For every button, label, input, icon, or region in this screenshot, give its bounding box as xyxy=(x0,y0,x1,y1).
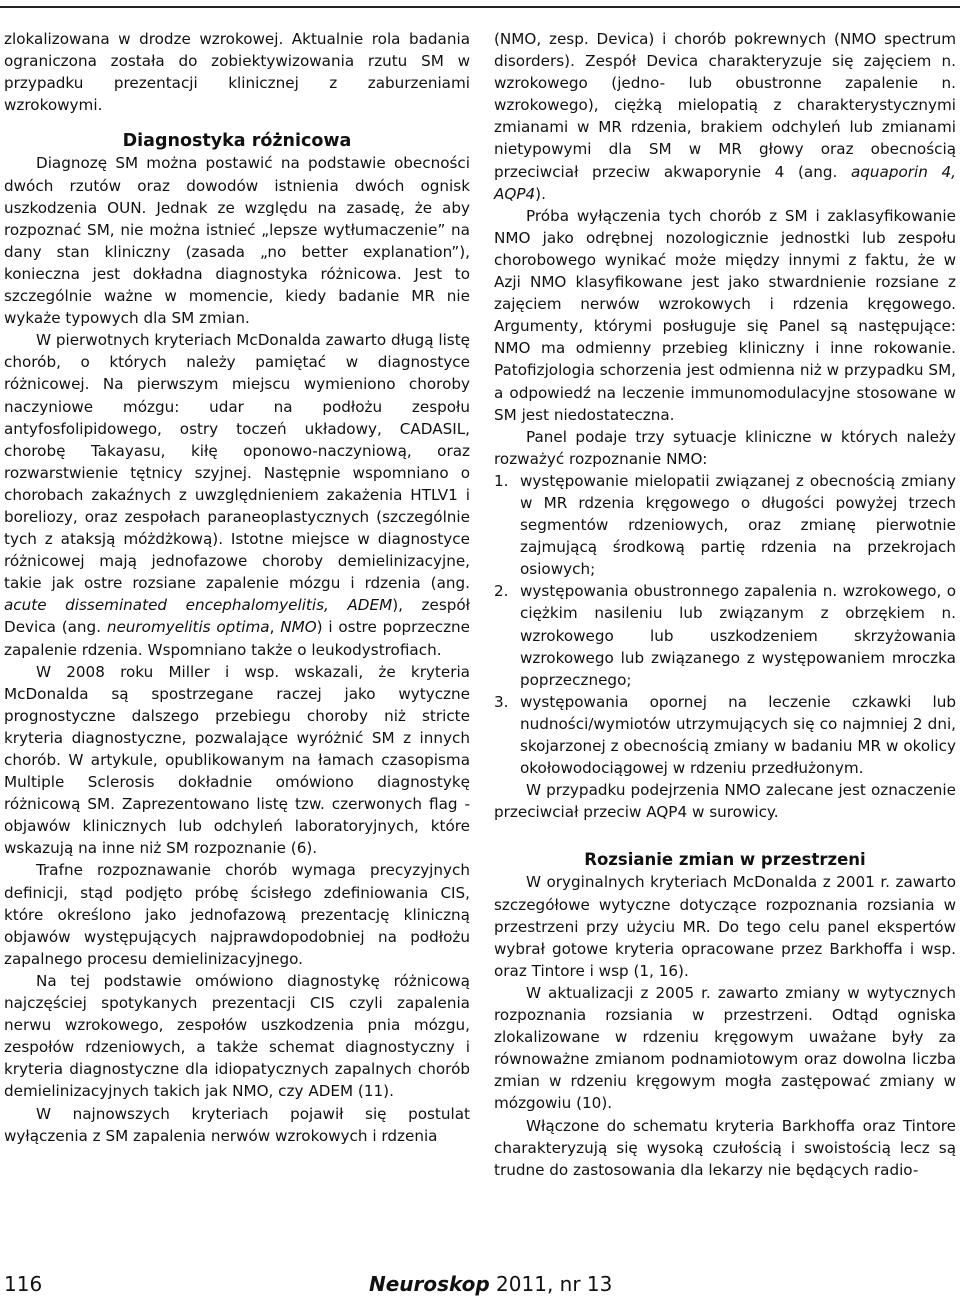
page-number: 116 xyxy=(4,1272,43,1296)
paragraph: W pierwotnych kryteriach McDonalda zawarto długą listę chorób, o których należy pamiętać w diagnostyce różnicowej. Na pierwszym miejscu wymieniono choroby naczyniowe mózgu: udar na podłożu zespołu antyfosfolipidowego, ostry toczeń układowy, CADASIL, chorobę Takayasu, kiłę oponowo-naczyniową, oraz rozwarstwienie tętnicy szyjnej. Następnie wspomniano o chorobach zakaźnych z uwzględnieniem zakażenia HTLV1 i boreliozy, oraz zespołach paraneoplastycznych (szczególnie tych z ataksją móżdżkową). Istotne miejsce w diagnostyce różnicowej mają jednofazowe choroby demielinizacyjne, takie jak ostre rozsiane zapalenie mózgu i rdzenia (ang. acute disseminated encephalomyelitis, ADEM), zespół Devica (ang. neuromyelitis optima, NMO) i ostre poprzeczne zapalenie rdzenia. Wspomniano także o leukodystrofiach. xyxy=(4,331,471,659)
top-rule xyxy=(0,6,960,8)
paragraph: W 2008 roku Miller i wsp. wskazali, że kryteria McDonalda są spostrzegane raczej jako wytyczne prognostyczne dalszego przebiegu choroby niż stricte kryteria diagnostyczne, pozwalające wyróżnić SM z innych chorób. W artykule, opublikowanym na łamach czasopisma Multiple Sclerosis dokładnie omówiono diagnostykę różnicową SM. Zaprezentowano listę tzw. czerwonych flag - objawów klinicznych lub odchyleń laboratoryjnych, które wskazują na inne niż SM rozpoznanie (6). xyxy=(4,662,470,858)
page-footer xyxy=(4,1272,960,1302)
paragraph: W oryginalnych kryteriach McDonalda z 2001 r. zawarto szczegółowe wytyczne dotyczące rozpoznania rozsiania w przestrzeni przy użyciu MR. Do tego celu panel ekspertów wybrał gotowe kryteria opracowane przez Barkhoffa i wsp. oraz Tintore i wsp (1, 16). xyxy=(494,873,956,980)
section-heading: Rozsianie zmian w przestrzeni xyxy=(584,850,866,870)
paragraph: Trafne rozpoznawanie chorób wymaga precyzyjnych definicji, stąd podjęto próbę ścisłego zdefiniowania CIS, które określono jako jednofazową prezentację kliniczną objawów występujących najprawdopodobniej na podłożu zapalnego procesu demielinizacyjnego. xyxy=(4,861,470,968)
criteria-list xyxy=(494,470,956,779)
right-column xyxy=(494,28,956,1181)
list-item: 3. występowania opornej na leczenie czkawki lub nudności/wymiotów utrzymujących się co najmniej 2 dni, skojarzonej z obecnością zmiany w badaniu MR w okolicy okołowodociągowej w rdzeniu przedłużonym. xyxy=(494,692,956,778)
paragraph: Diagnozę SM można postawić na podstawie obecności dwóch rzutów oraz dowodów istnienia dwóch ognisk uszkodzenia OUN. Jednak ze względu na zasadę, że aby rozpoznać SM, nie można istnieć „lepsze wytłumaczenie” na dany stan kliniczny (zasada „no better explanation”), konieczna jest dokładna diagnostyka różnicowa. Jest to szczególnie ważne w momencie, kiedy badanie MR nie wykaże typowych dla SM zmian. xyxy=(4,154,470,328)
italic-term: NMO xyxy=(280,618,317,637)
list-item: 2. występowania obustronnego zapalenia n. wzrokowego, o ciężkim nasileniu lub związanym z obrzękiem n. wzrokowego lub uszkodzeniem skrzyżowania wzrokowego lub związanego z występowaniem mroczka poprzecznego; xyxy=(494,582,956,689)
paragraph: Próba wyłączenia tych chorób z SM i zaklasyfikowanie NMO jako odrębnej nozologicznie jednostki lub zespołu chorobowego wynikać może między innymi z faktu, że w Azji NMO klasyfikowane jest jako stwardnienie rozsiane z zajęciem nerwów wzrokowych i rdzenia kręgowego. Argumenty, którymi posługuje się Panel są następujące: NMO ma odmienny przebieg kliniczny i inne rokowanie. Patofizjologia schorzenia jest odmienna niż w przypadku SM, a odpowiedź na leczenie immunomodulacyjne stosowane w SM jest niedostateczna. xyxy=(494,206,956,424)
paragraph: W przypadku podejrzenia NMO zalecane jest oznaczenie przeciwciał przeciw AQP4 w surowicy. xyxy=(494,781,956,822)
paragraph: Panel podaje trzy sytuacje kliniczne w których należy rozważyć rozpoznanie NMO: xyxy=(494,427,956,468)
section-heading: Diagnostyka różnicowa xyxy=(122,131,352,152)
italic-term: acute disseminated encephalomyelitis, ADEM xyxy=(4,596,393,615)
list-item: 1. występowanie mielopatii związanej z obecnością zmiany w MR rdzenia kręgowego o długości powyżej trzech segmentów rdzeniowych, oraz zmianę pierwotnie zajmującą środkową partię rdzenia na przekrojach osiowych; xyxy=(494,471,956,579)
paragraph: Włączone do schematu kryteria Barkhoffa oraz Tintore charakteryzują się wysoką czułością i swoistością lecz są trudne do zastosowania dla lekarzy nie będących radio- xyxy=(494,1116,956,1179)
italic-term: aquaporin 4, AQP4 xyxy=(494,162,956,203)
left-column xyxy=(4,28,470,1147)
paragraph: W najnowszych kryteriach pojawił się postulat wyłączenia z SM zapalenia nerwów wzrokowych i rdzenia xyxy=(4,1104,470,1145)
paragraph: W aktualizacji z 2005 r. zawarto zmiany w wytycznych rozpoznania rozsiania w przestrzeni. Odtąd ogniska zlokalizowane w rdzeniu kręgowym uważane były za równoważne zmianom podnamiotowym oraz dowolna liczba zmian w rdzeniu kręgowym mogła zastępować zmiany w mózgowiu (10). xyxy=(494,983,956,1113)
paragraph: Na tej podstawie omówiono diagnostykę różnicową najczęściej spotykanych prezentacji CIS czyli zapalenia nerwu wzrokowego, zespołów uszkodzenia pnia mózgu, zespołów rdzeniowych, a także schemat diagnostyczny i kryteria diagnostyczne dla idiopatycznych zapalnych chorób demielinizacyjnych takich jak NMO, czy ADEM (11). xyxy=(4,971,470,1101)
paragraph: zlokalizowana w drodze wzrokowej. Aktualnie rola badania ograniczona została do zobiektywizowania rzutu SM w przypadku prezentacji klinicznej z zaburzeniami wzrokowymi. xyxy=(4,30,470,115)
italic-term: neuromyelitis optima xyxy=(106,618,270,637)
journal-title: Neuroskop 2011, nr 13 xyxy=(369,1272,613,1296)
paragraph: (NMO, zesp. Devica) i chorób pokrewnych (NMO spectrum disorders). Zespół Devica charakteryzuje się zajęciem n. wzrokowego (jedno- lub obustronne zapalenie n. wzrokowego), ciężką mielopatią z charakterystycznymi zmianami w MR rdzenia, brakiem odchyleń lub zmianami nietypowymi dla SM w MR głowy oraz obecnością przeciwciał przeciw akwaporynie 4 (ang. aquaporin 4, AQP4). xyxy=(494,30,956,203)
